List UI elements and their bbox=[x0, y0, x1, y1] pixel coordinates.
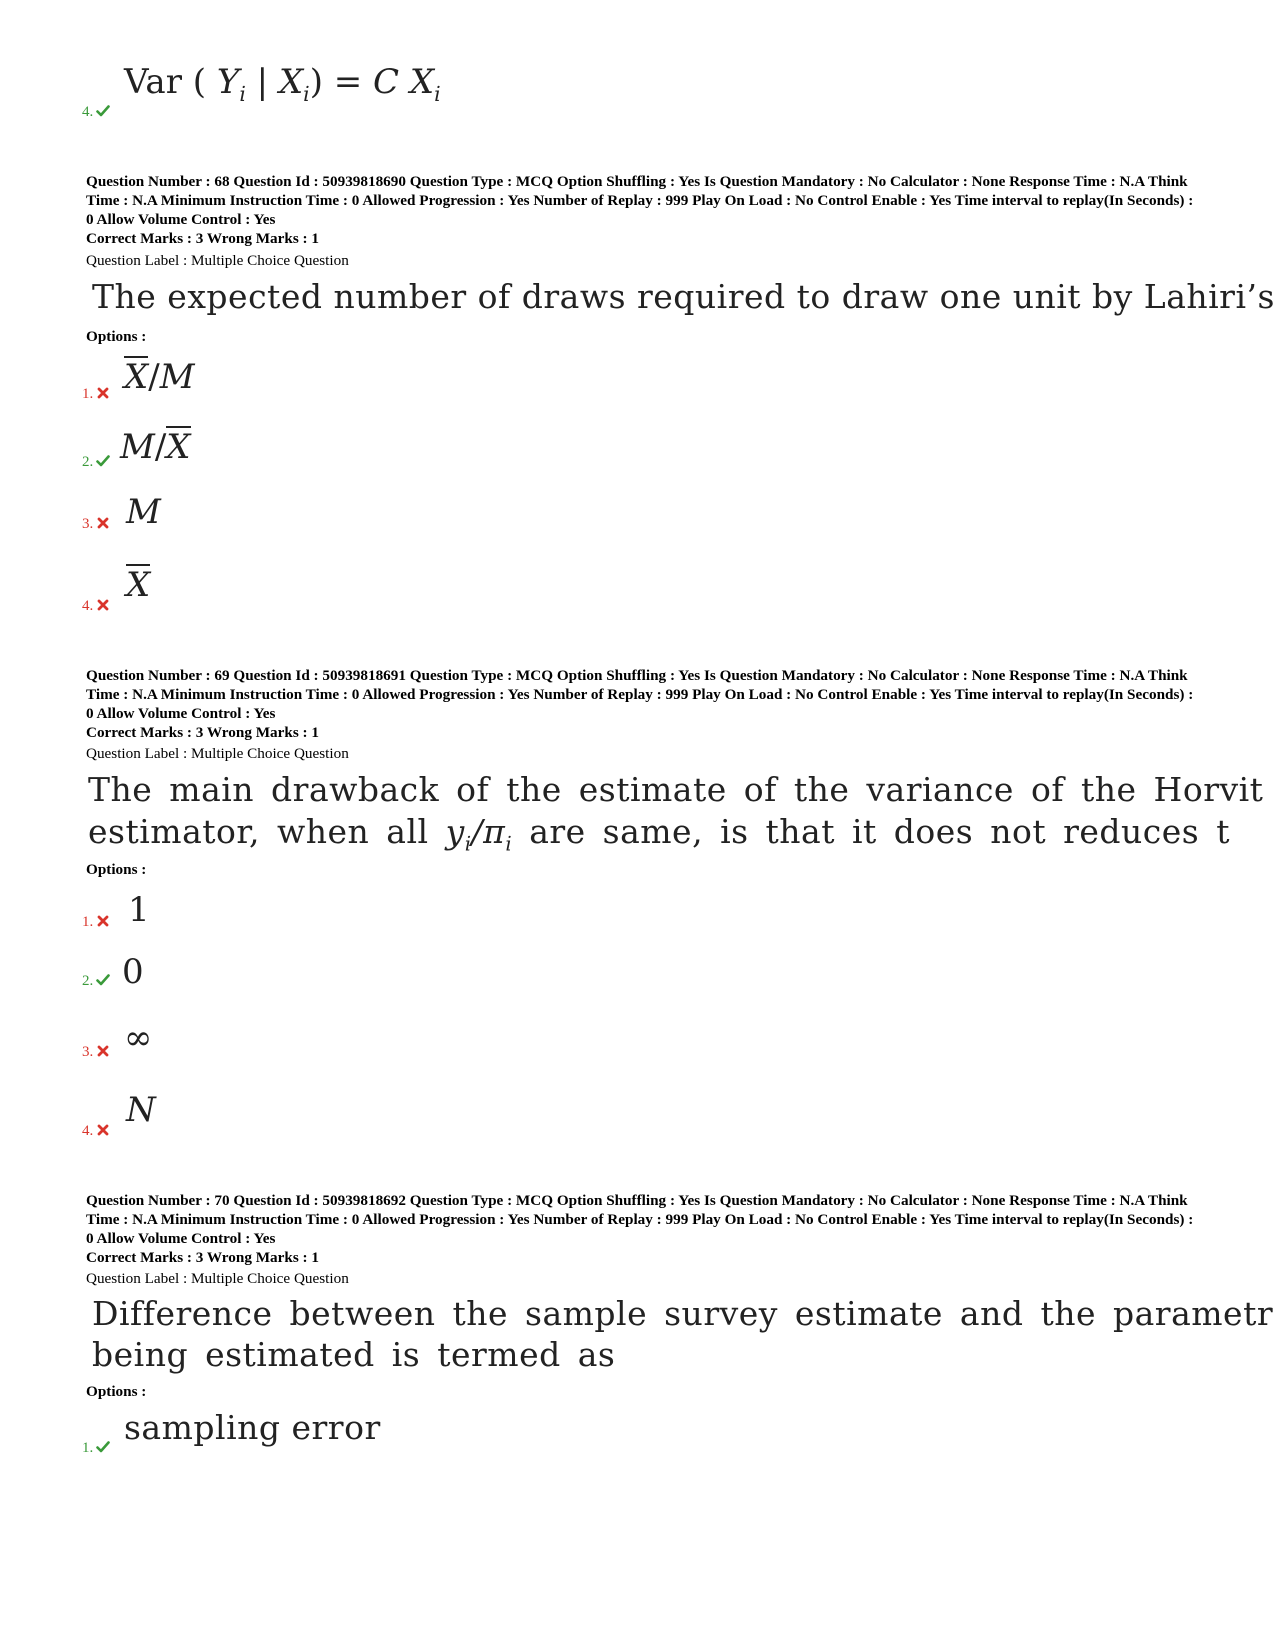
q69-marks: Correct Marks : 3 Wrong Marks : 1 bbox=[86, 724, 319, 741]
q68-option-2[interactable]: 2. bbox=[82, 454, 110, 471]
q68-option-4[interactable]: 4. bbox=[82, 598, 110, 615]
q69-options-label: Options : bbox=[86, 861, 147, 878]
cross-icon bbox=[96, 1123, 110, 1137]
cross-icon bbox=[96, 516, 110, 530]
check-icon bbox=[96, 1440, 110, 1454]
q68-option-4-value: X bbox=[126, 565, 151, 605]
q69-option-4-value: N bbox=[126, 1090, 156, 1130]
q69-option-3-value: ∞ bbox=[124, 1018, 153, 1058]
q69-option-1[interactable]: 1. bbox=[82, 914, 110, 931]
q69-option-4[interactable]: 4. bbox=[82, 1123, 110, 1140]
q69-option-2[interactable]: 2. bbox=[82, 973, 110, 990]
q68-meta: Question Number : 68 Question Id : 50939818690 Question Type : MCQ Option Shuffling : Yes Is Question Mandatory : No Calculator : None Response Time : N.A Think Time : N.A Minimum Instruction Time : 0 Allowed Progression : Yes Number of Replay : 999 Play On Load : No Control Enable : Yes Time interval to replay(In Seconds) : 0 Allow Volume Control : Yes bbox=[86, 173, 1194, 228]
q70-options-label: Options : bbox=[86, 1383, 147, 1400]
q70-text-line2: being estimated is termed as bbox=[92, 1335, 616, 1374]
q69-text-line2: estimator, when all $y_i/\pi_i$ are same, is that it does not reduces t bbox=[88, 812, 1230, 856]
q69-label: Question Label : Multiple Choice Question bbox=[86, 745, 349, 762]
q69-option-1-value: 1 bbox=[128, 890, 150, 930]
q70-option-1-value: sampling error bbox=[124, 1408, 381, 1447]
q70-meta: Question Number : 70 Question Id : 50939818692 Question Type : MCQ Option Shuffling : Yes Is Question Mandatory : No Calculator : None Response Time : N.A Think Time : N.A Minimum Instruction Time : 0 Allowed Progression : Yes Number of Replay : 999 Play On Load : No Control Enable : Yes Time interval to replay(In Seconds) : 0 Allow Volume Control : Yes bbox=[86, 1192, 1194, 1247]
q68-option-1-value: X/M bbox=[124, 357, 195, 397]
q69-option-3[interactable]: 3. bbox=[82, 1044, 110, 1061]
check-icon bbox=[96, 973, 110, 987]
q69-text-line1: The main drawback of the estimate of the variance of the Horvit bbox=[88, 770, 1264, 809]
prev-option-4-formula: Var ( $Y_i$ | $X_i) = C$ $X_i$ bbox=[124, 62, 441, 106]
cross-icon bbox=[96, 598, 110, 612]
q68-marks: Correct Marks : 3 Wrong Marks : 1 bbox=[86, 230, 319, 247]
q70-text-line1: Difference between the sample survey estimate and the parametr bbox=[92, 1294, 1274, 1333]
cross-icon bbox=[96, 1044, 110, 1058]
q68-option-1[interactable]: 1. bbox=[82, 386, 110, 403]
q68-option-3-value: M bbox=[126, 492, 161, 532]
q68-option-2-value: M/X bbox=[120, 427, 191, 467]
var-label: Var bbox=[124, 62, 182, 102]
q69-option-2-value: 0 bbox=[122, 952, 144, 992]
q69-meta: Question Number : 69 Question Id : 50939818691 Question Type : MCQ Option Shuffling : Yes Is Question Mandatory : No Calculator : None Response Time : N.A Think Time : N.A Minimum Instruction Time : 0 Allowed Progression : Yes Number of Replay : 999 Play On Load : No Control Enable : Yes Time interval to replay(In Seconds) : 0 Allow Volume Control : Yes bbox=[86, 667, 1194, 722]
q70-label: Question Label : Multiple Choice Question bbox=[86, 1270, 349, 1287]
check-icon bbox=[96, 104, 110, 118]
cross-icon bbox=[96, 386, 110, 400]
q68-label: Question Label : Multiple Choice Question bbox=[86, 252, 349, 269]
q68-text: The expected number of draws required to draw one unit by Lahiri’s bbox=[92, 277, 1275, 316]
q70-marks: Correct Marks : 3 Wrong Marks : 1 bbox=[86, 1249, 319, 1266]
q70-option-1[interactable]: 1. bbox=[82, 1440, 110, 1457]
q68-options-label: Options : bbox=[86, 328, 147, 345]
q68-option-3[interactable]: 3. bbox=[82, 516, 110, 533]
cross-icon bbox=[96, 914, 110, 928]
prev-option-4-number: 4. bbox=[82, 104, 110, 121]
check-icon bbox=[96, 454, 110, 468]
